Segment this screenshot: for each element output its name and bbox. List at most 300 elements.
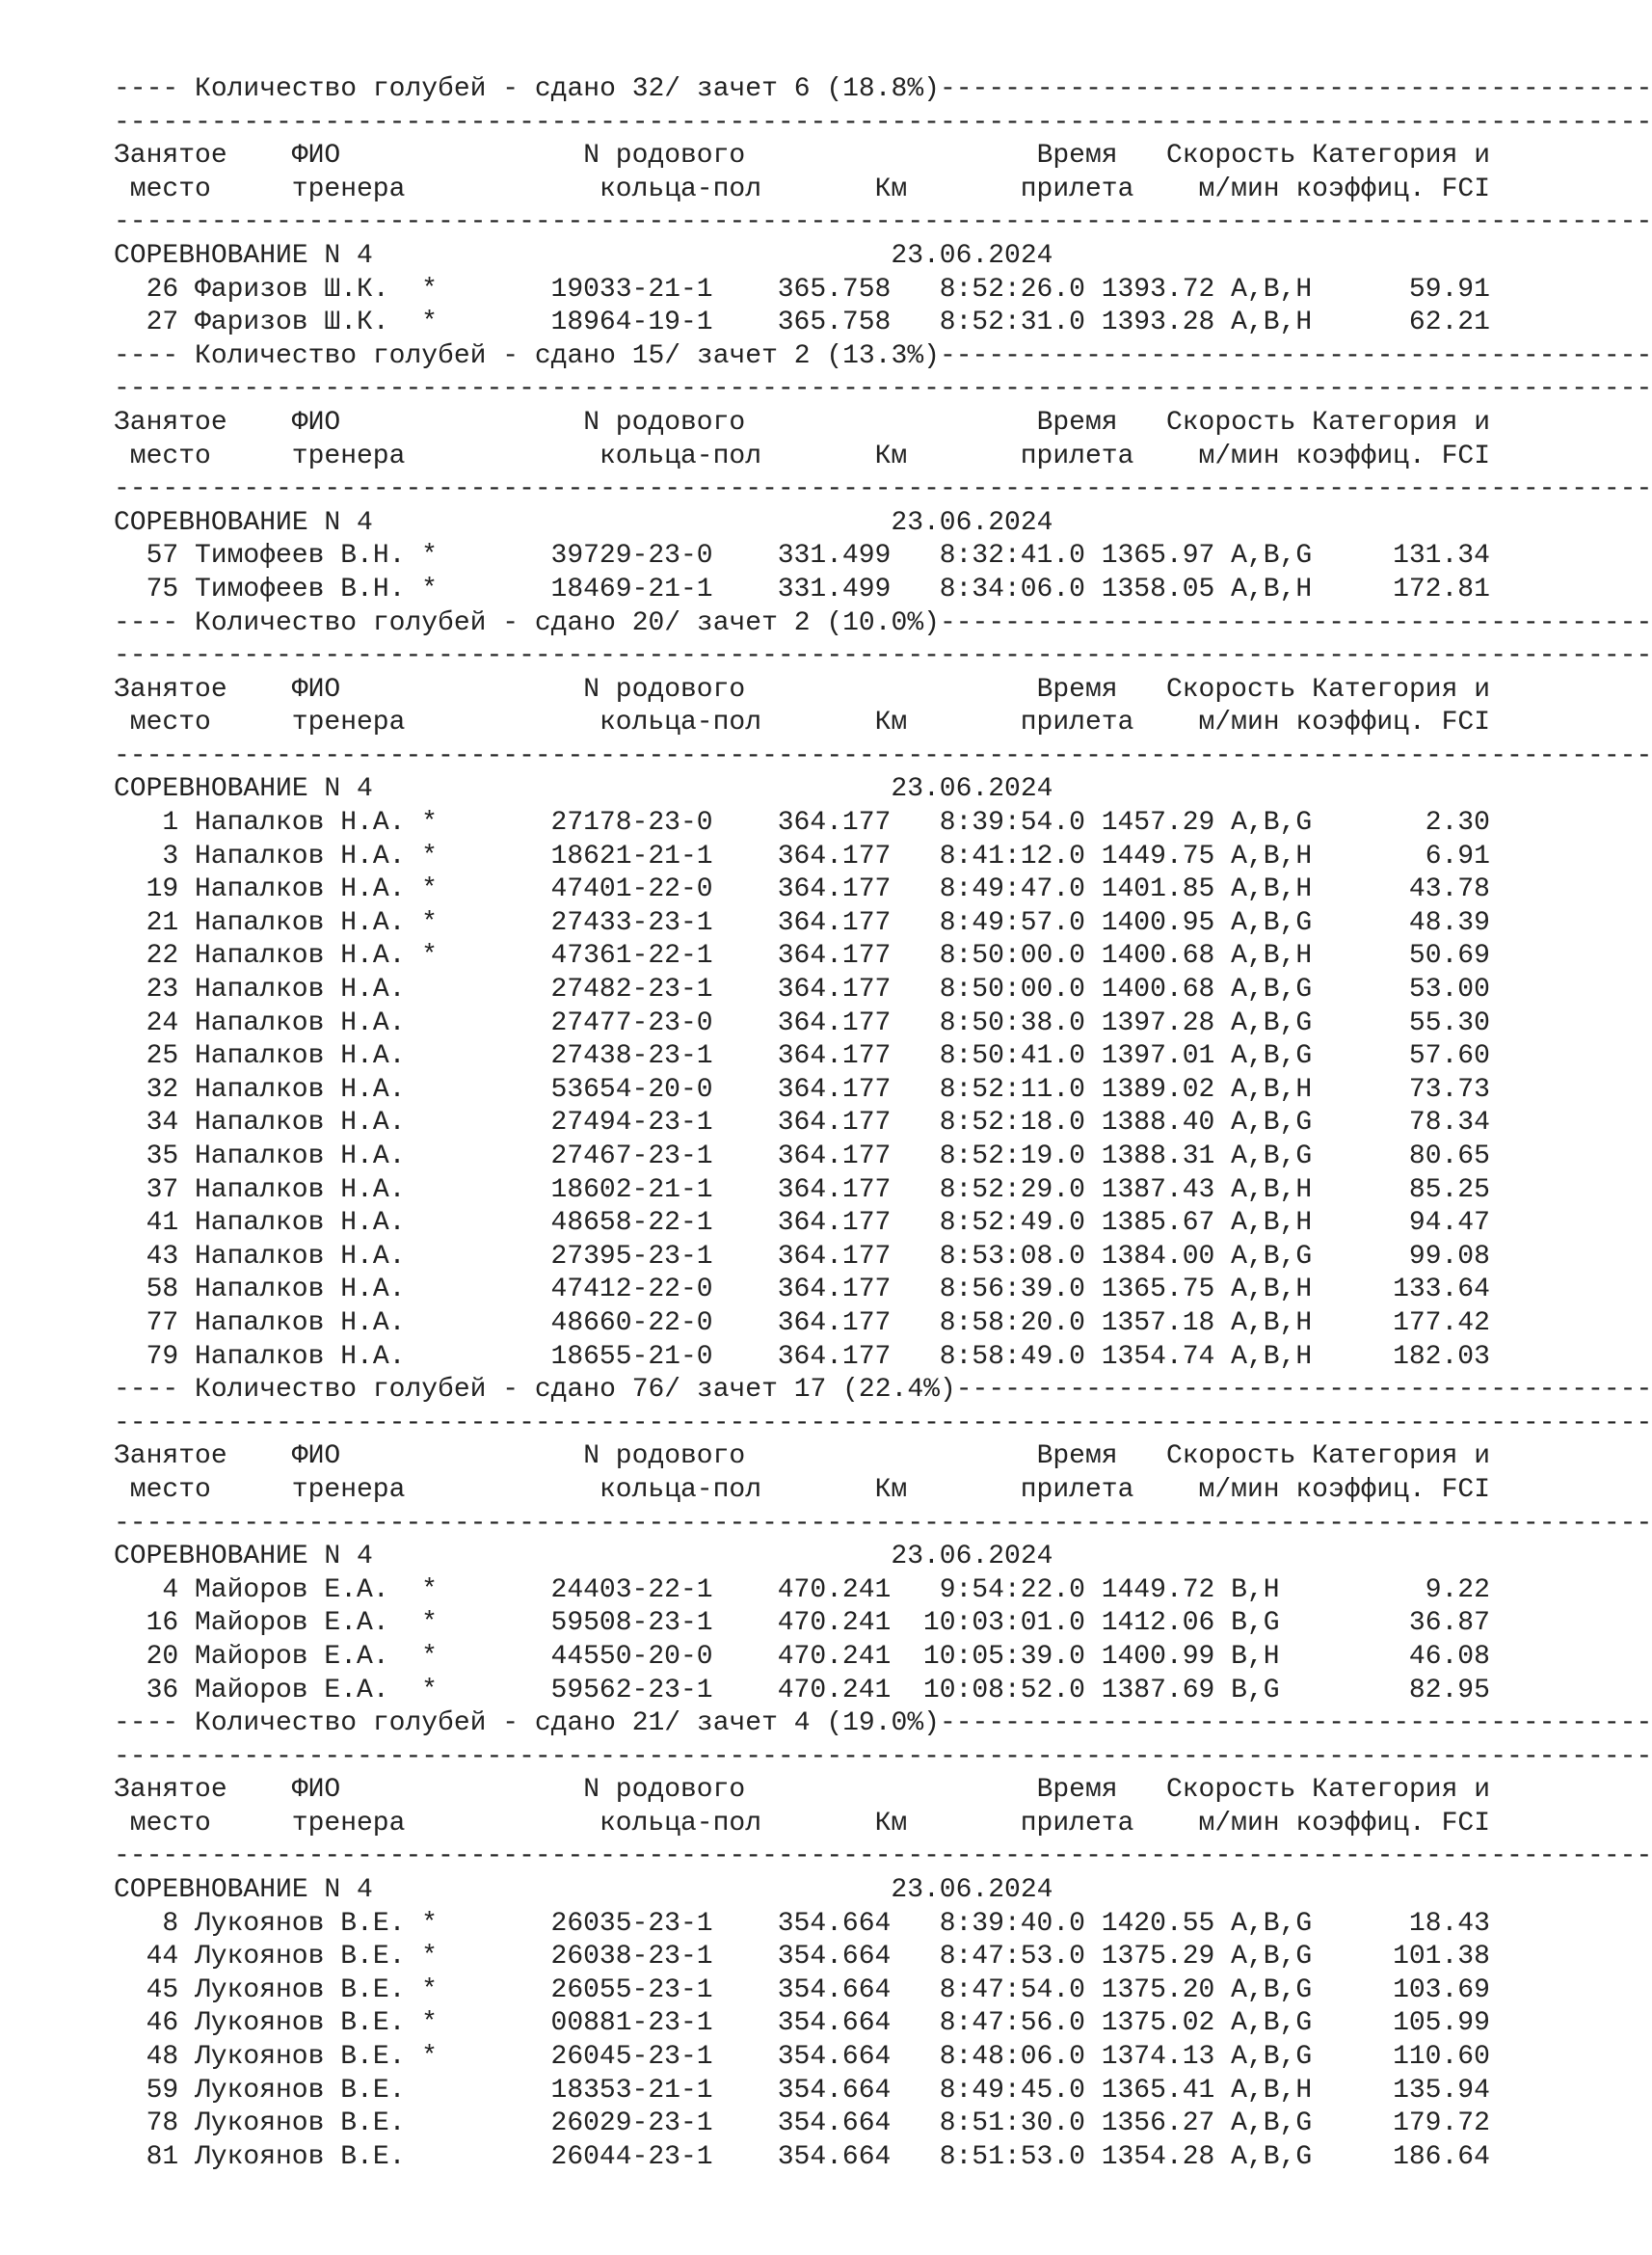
row-km: 364.177: [777, 1108, 892, 1139]
row-place: 41: [146, 1208, 179, 1239]
header-speed: Скорость: [1165, 1775, 1296, 1806]
row-fci: 53.00: [1408, 975, 1490, 1006]
competition-heading: [114, 240, 1559, 274]
row-gap: [178, 841, 195, 874]
row-ring: 47361-22-1: [550, 941, 713, 972]
row-gap: [178, 873, 195, 907]
row-place: 57: [146, 541, 179, 572]
row-ring: 26044-23-1: [550, 2141, 713, 2172]
column-header-row: [114, 407, 1559, 441]
header-ring: N родового: [583, 1441, 746, 1472]
header-indent: [114, 174, 130, 207]
row-category: A,B,H: [1231, 841, 1313, 872]
row-category: A,B,G: [1231, 907, 1313, 938]
row-km: 354.664: [777, 2141, 892, 2172]
header-category: Категория и: [1312, 141, 1491, 172]
row-gap: [178, 274, 195, 308]
row-ring: 27477-23-0: [550, 1007, 713, 1038]
row-speed: 1449.75: [1101, 841, 1215, 872]
row-mark: *: [421, 907, 438, 938]
row-speed: 1397.28: [1101, 1007, 1215, 1038]
row-km: 354.664: [777, 2108, 892, 2139]
row-km: 364.177: [777, 1141, 892, 1171]
header-time: прилета: [1020, 1808, 1134, 1839]
summary-rule-fill: --------------------------------------------: [939, 607, 1652, 638]
row-speed: 1400.95: [1101, 907, 1215, 938]
summary-rule-fill: --------------------------------------------: [939, 74, 1652, 104]
header-km: Км: [874, 174, 908, 204]
competition-heading: [114, 1874, 1559, 1908]
row-place: 79: [146, 1341, 179, 1372]
row-place: 37: [146, 1174, 179, 1205]
row-ring: 18621-21-1: [550, 841, 713, 872]
row-speed: 1356.27: [1101, 2108, 1215, 2139]
row-category: A,B,H: [1231, 1174, 1313, 1205]
row-km: 365.758: [777, 274, 892, 305]
header-time: прилета: [1020, 708, 1134, 738]
row-fci: 9.22: [1425, 1574, 1490, 1605]
row-time: 9:54:22.0: [939, 1574, 1085, 1605]
row-mark: *: [421, 574, 438, 604]
row-ring: 26035-23-1: [550, 1908, 713, 1939]
column-header-row: [114, 674, 1559, 708]
row-speed: 1374.13: [1101, 2042, 1215, 2073]
row-name: Напалков Н.А.: [194, 941, 406, 972]
row-gap: [178, 1074, 195, 1108]
row-time: 10:03:01.0: [922, 1608, 1085, 1639]
row-speed: 1449.72: [1101, 1574, 1215, 1605]
row-speed: 1401.85: [1101, 874, 1215, 905]
row-ring: 27178-23-0: [550, 808, 713, 839]
row-ring: 39729-23-0: [550, 541, 713, 572]
row-ring: 26045-23-1: [550, 2042, 713, 2073]
row-speed: 1354.28: [1101, 2141, 1215, 2172]
row-name: Майоров Е.А.: [194, 1608, 389, 1639]
row-fci: 46.08: [1408, 1641, 1490, 1672]
row-fci: 82.95: [1408, 1675, 1490, 1705]
row-fci: 101.38: [1393, 1942, 1490, 1973]
row-gap: [178, 1107, 195, 1141]
row-fci: 36.87: [1408, 1608, 1490, 1639]
row-gap: [178, 2107, 195, 2141]
row-place: 58: [146, 1275, 179, 1305]
row-km: 364.177: [777, 1341, 892, 1372]
row-fci: 59.91: [1408, 274, 1490, 305]
row-km: 364.177: [777, 1307, 892, 1338]
row-category: A,B,H: [1231, 574, 1313, 604]
column-header-row: [114, 707, 1559, 740]
header-name: тренера: [291, 1474, 406, 1505]
rule-line: -----------------------------------------------------------------------------------------------: [114, 1741, 1652, 1772]
row-ring: 47401-22-0: [550, 874, 713, 905]
summary-text: Количество голубей - сдано 76/ зачет 17 (22.4%): [195, 1375, 956, 1406]
row-time: 8:56:39.0: [939, 1275, 1085, 1305]
row-km: 354.664: [777, 1908, 892, 1939]
header-ring: кольца-пол: [599, 1474, 762, 1505]
row-km: 354.664: [777, 2042, 892, 2073]
row-speed: 1375.02: [1101, 2008, 1215, 2039]
result-row: [114, 873, 1559, 907]
row-place: 22: [146, 941, 179, 972]
row-category: A,B,G: [1231, 541, 1313, 572]
header-time: прилета: [1020, 174, 1134, 204]
result-row: [114, 1007, 1559, 1041]
header-ring: N родового: [583, 1775, 746, 1806]
row-mark: *: [421, 808, 438, 839]
row-mark: *: [421, 541, 438, 572]
header-place: Занятое: [114, 1441, 227, 1472]
row-category: A,B,G: [1231, 1141, 1313, 1171]
row-place: 59: [146, 2075, 179, 2106]
row-category: A,B,G: [1231, 1974, 1313, 2005]
row-place: 43: [146, 1241, 179, 1272]
row-speed: 1457.29: [1101, 808, 1215, 839]
row-name: Лукоянов В.Е.: [194, 1908, 406, 1939]
header-name: тренера: [291, 441, 406, 471]
row-category: A,B,H: [1231, 274, 1313, 305]
result-row: [114, 1908, 1559, 1942]
result-row: [114, 274, 1559, 308]
row-mark: *: [421, 1942, 438, 1973]
header-category: коэффиц. FCI: [1295, 1808, 1490, 1839]
row-category: A,B,G: [1231, 1108, 1313, 1139]
competition-number: 4: [357, 507, 373, 538]
row-category: A,B,H: [1231, 941, 1313, 972]
result-row: [114, 1241, 1559, 1275]
row-ring: 27395-23-1: [550, 1241, 713, 1272]
row-time: 8:32:41.0: [939, 541, 1085, 572]
row-fci: 85.25: [1408, 1174, 1490, 1205]
header-speed: Скорость: [1165, 407, 1296, 438]
header-category: Категория и: [1312, 407, 1491, 438]
competition-label: СОРЕВНОВАНИЕ N: [114, 1875, 341, 1906]
row-speed: 1412.06: [1101, 1608, 1215, 1639]
row-name: Напалков Н.А.: [194, 1341, 406, 1372]
row-km: 364.177: [777, 874, 892, 905]
row-place: 34: [146, 1108, 179, 1139]
row-category: A,B,H: [1231, 874, 1313, 905]
row-time: 8:47:56.0: [939, 2008, 1085, 2039]
row-time: 8:49:47.0: [939, 874, 1085, 905]
header-category: коэффиц. FCI: [1295, 441, 1490, 471]
row-place: 36: [146, 1675, 179, 1705]
row-time: 8:41:12.0: [939, 841, 1085, 872]
result-row: [114, 1040, 1559, 1074]
row-km: 364.177: [777, 1074, 892, 1105]
row-speed: 1375.29: [1101, 1942, 1215, 1973]
row-place: 45: [146, 1974, 179, 2005]
row-place: 20: [146, 1641, 179, 1672]
row-gap: [178, 1675, 195, 1708]
header-category: коэффиц. FCI: [1295, 174, 1490, 204]
header-time: Время: [1036, 674, 1118, 705]
column-header-row: [114, 1474, 1559, 1508]
row-time: 8:52:11.0: [939, 1074, 1085, 1105]
result-row: [114, 1641, 1559, 1675]
row-mark: *: [421, 1574, 438, 1605]
row-fci: 78.34: [1408, 1108, 1490, 1139]
row-speed: 1388.31: [1101, 1141, 1215, 1171]
row-speed: 1387.69: [1101, 1675, 1215, 1705]
result-row: [114, 1574, 1559, 1608]
row-km: 354.664: [777, 1974, 892, 2005]
rule-line: -----------------------------------------------------------------------------------------------: [114, 474, 1652, 505]
row-place: 48: [146, 2042, 179, 2073]
header-indent: [114, 1474, 130, 1508]
row-gap: [178, 1174, 195, 1208]
row-gap: [178, 540, 195, 574]
summary-lead: ----: [114, 74, 196, 104]
row-speed: 1387.43: [1101, 1174, 1215, 1205]
row-gap: [178, 574, 195, 607]
row-category: B,H: [1231, 1574, 1280, 1605]
result-row: [114, 2075, 1559, 2108]
row-ring: 18602-21-1: [550, 1174, 713, 1205]
row-gap: [178, 1141, 195, 1174]
header-name: ФИО: [291, 674, 341, 705]
result-row: [114, 807, 1559, 841]
result-row: [114, 1675, 1559, 1708]
row-gap: [178, 307, 195, 340]
row-name: Напалков Н.А.: [194, 1041, 406, 1072]
row-mark: *: [421, 1608, 438, 1639]
row-ring: 18469-21-1: [550, 574, 713, 604]
row-ring: 44550-20-0: [550, 1641, 713, 1672]
header-place: место: [129, 1808, 211, 1839]
competition-number: 4: [357, 1875, 373, 1906]
row-name: Напалков Н.А.: [194, 1007, 406, 1038]
result-row: [114, 2107, 1559, 2141]
header-time: Время: [1036, 1441, 1118, 1472]
rule-line: -----------------------------------------------------------------------------------------------: [114, 740, 1652, 771]
competition-label: СОРЕВНОВАНИЕ N: [114, 1542, 341, 1572]
row-time: 8:50:00.0: [939, 975, 1085, 1006]
summary-lead: ----: [114, 607, 196, 638]
row-time: 8:58:49.0: [939, 1341, 1085, 1372]
column-header-row: [114, 174, 1559, 207]
row-fci: 103.69: [1393, 1974, 1490, 2005]
header-place: место: [129, 441, 211, 471]
row-ring: 47412-22-0: [550, 1275, 713, 1305]
row-speed: 1385.67: [1101, 1208, 1215, 1239]
row-name: Напалков Н.А.: [194, 1141, 406, 1171]
row-name: Напалков Н.А.: [194, 1208, 406, 1239]
header-category: коэффиц. FCI: [1295, 1474, 1490, 1505]
competition-date: 23.06.2024: [891, 507, 1053, 538]
row-speed: 1384.00: [1101, 1241, 1215, 1272]
row-km: 364.177: [777, 1241, 892, 1272]
row-time: 8:52:49.0: [939, 1208, 1085, 1239]
header-indent: [114, 707, 130, 740]
row-place: 19: [146, 874, 179, 905]
row-gap: [178, 1607, 195, 1641]
row-time: 10:05:39.0: [922, 1641, 1085, 1672]
summary-lead: ----: [114, 1708, 196, 1739]
row-name: Напалков Н.А.: [194, 1074, 406, 1105]
result-row: [114, 574, 1559, 607]
header-speed: Скорость: [1165, 141, 1296, 172]
competition-number: 4: [357, 774, 373, 805]
row-km: 364.177: [777, 1208, 892, 1239]
row-name: Напалков Н.А.: [194, 907, 406, 938]
row-km: 354.664: [777, 2008, 892, 2039]
row-name: Майоров Е.А.: [194, 1641, 389, 1672]
result-row: [114, 1074, 1559, 1108]
header-ring: кольца-пол: [599, 174, 762, 204]
competition-section: [114, 73, 1652, 240]
column-header-row: [114, 1774, 1559, 1808]
row-km: 364.177: [777, 975, 892, 1006]
header-ring: кольца-пол: [599, 441, 762, 471]
row-fci: 186.64: [1393, 2141, 1490, 2172]
row-gap: [178, 1207, 195, 1241]
row-fci: 57.60: [1408, 1041, 1490, 1072]
competition-number: 4: [357, 1542, 373, 1572]
competition-section: [114, 1541, 1652, 1874]
header-category: коэффиц. FCI: [1295, 708, 1490, 738]
result-row: [114, 940, 1559, 974]
row-category: A,B,H: [1231, 1074, 1313, 1105]
row-ring: 18353-21-1: [550, 2075, 713, 2106]
row-km: 364.177: [777, 907, 892, 938]
row-category: A,B,H: [1231, 1275, 1313, 1305]
row-name: Напалков Н.А.: [194, 808, 406, 839]
row-category: A,B,H: [1231, 1307, 1313, 1338]
summary-line: [114, 340, 1652, 374]
row-speed: 1354.74: [1101, 1341, 1215, 1372]
row-name: Лукоянов В.Е.: [194, 1974, 406, 2005]
header-place: место: [129, 174, 211, 204]
result-row: [114, 1141, 1559, 1174]
row-gap: [178, 2075, 195, 2108]
header-speed: м/мин: [1198, 174, 1280, 204]
row-place: 46: [146, 2008, 179, 2039]
row-time: 10:08:52.0: [922, 1675, 1085, 1705]
row-km: 331.499: [777, 541, 892, 572]
header-place: Занятое: [114, 1775, 227, 1806]
row-gap: [178, 1274, 195, 1307]
row-fci: 6.91: [1425, 841, 1490, 872]
column-header-row: [114, 140, 1559, 174]
header-category: Категория и: [1312, 674, 1491, 705]
row-category: A,B,H: [1231, 308, 1313, 338]
header-ring: N родового: [583, 407, 746, 438]
row-name: Напалков Н.А.: [194, 1275, 406, 1305]
row-name: Тимофеев В.Н.: [194, 574, 406, 604]
row-time: 8:47:54.0: [939, 1974, 1085, 2005]
row-category: A,B,G: [1231, 975, 1313, 1006]
summary-rule-fill: --------------------------------------------: [939, 1708, 1652, 1739]
row-ring: 26029-23-1: [550, 2108, 713, 2139]
header-name: тренера: [291, 708, 406, 738]
row-speed: 1393.28: [1101, 308, 1215, 338]
row-fci: 62.21: [1408, 308, 1490, 338]
row-category: A,B,H: [1231, 1341, 1313, 1372]
summary-rule-fill: -------------------------------------------: [955, 1375, 1652, 1406]
header-indent: [114, 441, 130, 474]
row-category: A,B,G: [1231, 2108, 1313, 2139]
results-report: [114, 73, 1652, 2174]
summary-text: Количество голубей - сдано 21/ зачет 4 (19.0%): [195, 1708, 940, 1739]
row-mark: *: [421, 308, 438, 338]
row-ring: 19033-21-1: [550, 274, 713, 305]
rule-line: -----------------------------------------------------------------------------------------------: [114, 1508, 1652, 1539]
header-speed: м/мин: [1198, 708, 1280, 738]
row-km: 364.177: [777, 941, 892, 972]
result-row: [114, 1274, 1559, 1307]
header-time: прилета: [1020, 441, 1134, 471]
row-place: 25: [146, 1041, 179, 1072]
row-category: A,B,G: [1231, 2141, 1313, 2172]
competition-section: [114, 1874, 1559, 2174]
row-name: Тимофеев В.Н.: [194, 541, 406, 572]
rule-line: -----------------------------------------------------------------------------------------------: [114, 1408, 1652, 1438]
row-place: 24: [146, 1007, 179, 1038]
row-name: Фаризов Ш.К.: [194, 274, 389, 305]
row-ring: 59508-23-1: [550, 1608, 713, 1639]
row-time: 8:34:06.0: [939, 574, 1085, 604]
header-place: место: [129, 1474, 211, 1505]
column-header-row: [114, 441, 1559, 474]
row-time: 8:50:41.0: [939, 1041, 1085, 1072]
row-gap: [178, 1007, 195, 1041]
row-ring: 27438-23-1: [550, 1041, 713, 1072]
rule-line: -----------------------------------------------------------------------------------------------: [114, 107, 1652, 138]
row-gap: [178, 907, 195, 941]
rule-line: -----------------------------------------------------------------------------------------------: [114, 641, 1652, 672]
header-speed: Скорость: [1165, 674, 1296, 705]
competition-date: 23.06.2024: [891, 1875, 1053, 1906]
row-category: A,B,G: [1231, 808, 1313, 839]
row-gap: [178, 1307, 195, 1341]
row-fci: 182.03: [1393, 1341, 1490, 1372]
result-row: [114, 1607, 1559, 1641]
row-time: 8:52:19.0: [939, 1141, 1085, 1171]
competition-label: СОРЕВНОВАНИЕ N: [114, 507, 341, 538]
row-speed: 1388.40: [1101, 1108, 1215, 1139]
row-gap: [178, 1241, 195, 1275]
row-ring: 48658-22-1: [550, 1208, 713, 1239]
row-category: A,B,G: [1231, 1942, 1313, 1973]
row-fci: 135.94: [1393, 2075, 1490, 2106]
row-mark: *: [421, 874, 438, 905]
row-gap: [178, 1974, 195, 2008]
result-row: [114, 974, 1559, 1007]
row-time: 8:49:57.0: [939, 907, 1085, 938]
row-place: 4: [162, 1574, 179, 1605]
result-row: [114, 2141, 1559, 2175]
header-name: ФИО: [291, 1441, 341, 1472]
row-speed: 1397.01: [1101, 1041, 1215, 1072]
header-speed: Скорость: [1165, 1441, 1296, 1472]
row-gap: [178, 940, 195, 974]
row-name: Напалков Н.А.: [194, 874, 406, 905]
row-name: Лукоянов В.Е.: [194, 2042, 406, 2073]
row-ring: 26038-23-1: [550, 1942, 713, 1973]
row-km: 364.177: [777, 1174, 892, 1205]
row-km: 470.241: [777, 1574, 892, 1605]
competition-label: СОРЕВНОВАНИЕ N: [114, 240, 341, 271]
row-fci: 80.65: [1408, 1141, 1490, 1171]
row-fci: 43.78: [1408, 874, 1490, 905]
header-name: ФИО: [291, 407, 341, 438]
result-row: [114, 841, 1559, 874]
row-fci: 18.43: [1408, 1908, 1490, 1939]
row-ring: 27433-23-1: [550, 907, 713, 938]
row-place: 78: [146, 2108, 179, 2139]
header-km: Км: [874, 708, 908, 738]
row-gap: [178, 2141, 195, 2175]
